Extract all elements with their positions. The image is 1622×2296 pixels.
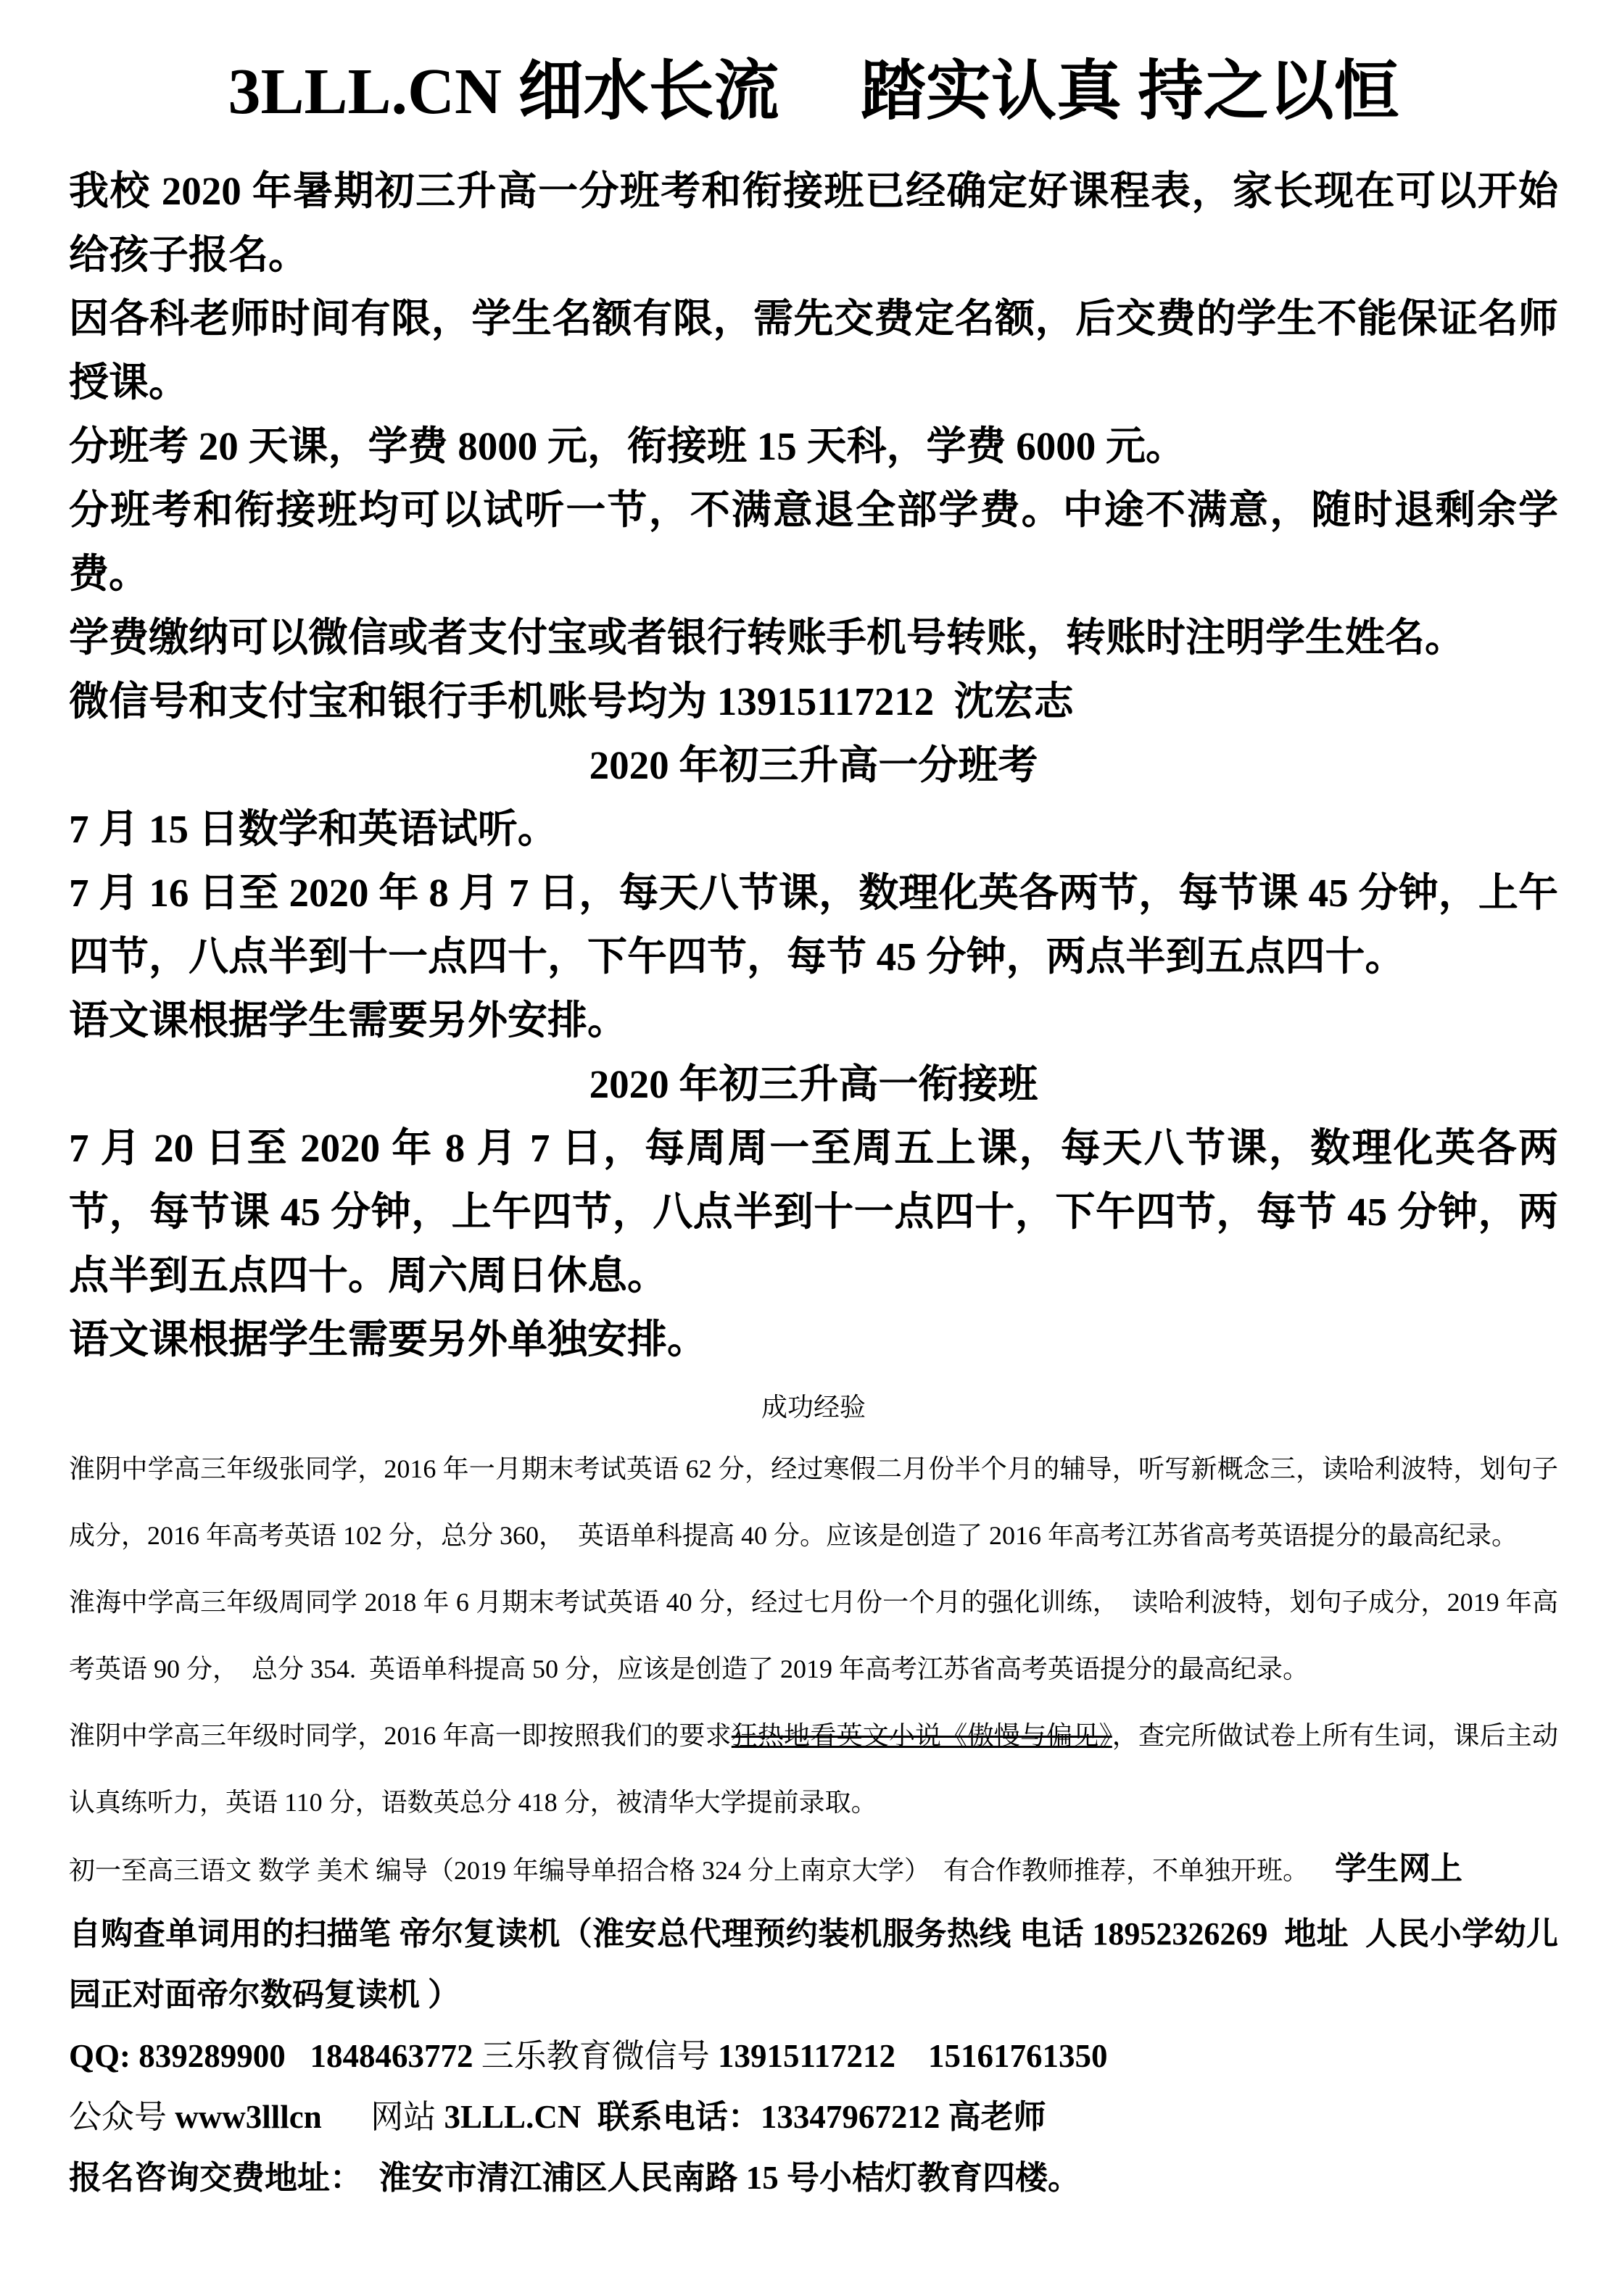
success-story-3-suffix: ，查完所做试卷上所有生词，课后主动认真练听力，英语 110 分，语数英总分 418 分，被清华大学提前录取。 (69, 1721, 1558, 1817)
success-story-1: 淮阴中学高三年级张同学，2016 年一月期末考试英语 62 分，经过寒假二月份半个月的辅导，听写新概念三，读哈利波特，划句子成分，2016 年高考英语 102 分，总分 360， 英语单科提高 40 分。应该是创造了 2016 年高考江苏省高考英语提分的最高纪录。 (69, 1454, 1558, 1550)
section-heading-placement-exam: 2020 年初三升高一分班考 (589, 743, 1038, 787)
wechat-numbers: 13915117212 15161761350 (718, 2038, 1108, 2074)
success-story-3-struck-text: 狂热地看英文小说《傲慢与偏见》 (731, 1721, 1112, 1750)
success-section-heading: 成功经验 (761, 1393, 866, 1422)
registration-address-line (69, 2147, 1558, 2208)
address-value: 淮安市清江浦区人民南路 15 号小桔灯教育四楼。 (378, 2160, 1081, 2196)
official-account-label: 公众号 (69, 2099, 175, 2135)
success-story-3 (69, 1702, 1558, 1836)
website-value: 3LLL.CN (444, 2099, 582, 2135)
wechat-label: 三乐教育微信号 (481, 2038, 719, 2074)
qq-numbers: QQ: 839289900 1848463772 (69, 2038, 481, 2074)
students-online-bold-text: 学生网上 (1335, 1851, 1463, 1886)
intro-paragraph-6: 微信号和支付宝和银行手机账号均为 13915117212 沈宏志 (69, 679, 1074, 724)
bridging-class-chinese-note: 语文课根据学生需要另外单独安排。 (69, 1317, 708, 1362)
success-story-2: 淮海中学高三年级周同学 2018 年 6 月期末考试英语 40 分，经过七月份一个月的强化训练， 读哈利波特，划句子成分，2019 年高考英语 90 分， 总分 354. 英语单科提高 50 分，应该是创造了 2019 年高考江苏省高考英语提分的最高纪录。 (69, 1588, 1558, 1683)
course-offerings-line (69, 1836, 1558, 1904)
intro-paragraph-4: 分班考和衔接班均可以试听一节，不满意退全部学费。中途不满意，随时退剩余学费。 (69, 488, 1558, 596)
page-title: 3LLL.CN 细水长流 踏实认真 持之以恒 (228, 56, 1399, 128)
address-label: 报名咨询交费地址： (69, 2160, 379, 2196)
qq-wechat-line (69, 2026, 1558, 2086)
website-label: 网站 (321, 2099, 444, 2135)
bridging-class-schedule-line: 7 月 20 日至 2020 年 8 月 7 日，每周周一至周五上课，每天八节课，数理化英各两节，每节课 45 分钟，上午四节，八点半到十一点四十，下午四节，每节 45 分钟，两点半到五点四十。周六周日休息。 (69, 1126, 1558, 1298)
scanner-pen-line: 自购查单词用的扫描笔 帝尔复读机（淮安总代理预约装机服务热线 电话 18952326269 地址 人民小学幼儿园正对面帝尔数码复读机 ） (69, 1916, 1558, 2013)
official-account-value: www3lllcn (175, 2099, 322, 2135)
success-story-3-prefix: 淮阴中学高三年级时同学，2016 年高一即按照我们的要求 (69, 1721, 732, 1750)
contact-phone-teacher: 联系电话：13347967212 高老师 (581, 2099, 1046, 2135)
intro-paragraph-1: 我校 2020 年暑期初三升高一分班考和衔接班已经确定好课程表，家长现在可以开始给孩子报名。 (69, 169, 1558, 277)
placement-exam-trial-line: 7 月 15 日数学和英语试听。 (69, 807, 558, 851)
intro-paragraph-5: 学费缴纳可以微信或者支付宝或者银行转账手机号转账，转账时注明学生姓名。 (69, 616, 1465, 660)
course-offerings-text: 初一至高三语文 数学 美术 编导（2019 年编导单招合格 324 分上南京大学） 有合作教师推荐，不单独开班。 (69, 1856, 1336, 1885)
section-heading-bridging-class: 2020 年初三升高一衔接班 (589, 1062, 1038, 1106)
intro-paragraph-2: 因各科老师时间有限，学生名额有限，需先交费定名额，后交费的学生不能保证名师授课。 (69, 297, 1558, 405)
placement-exam-chinese-note: 语文课根据学生需要另外安排。 (69, 998, 628, 1043)
intro-paragraph-3: 分班考 20 天课，学费 8000 元，衔接班 15 天科，学费 6000 元。 (69, 424, 1186, 468)
official-account-site-line (69, 2086, 1558, 2147)
placement-exam-schedule-line: 7 月 16 日至 2020 年 8 月 7 日，每天八节课，数理化英各两节，每节课 45 分钟，上午四节，八点半到十一点四十，下午四节，每节 45 分钟，两点半到五点四十。 (69, 871, 1558, 979)
